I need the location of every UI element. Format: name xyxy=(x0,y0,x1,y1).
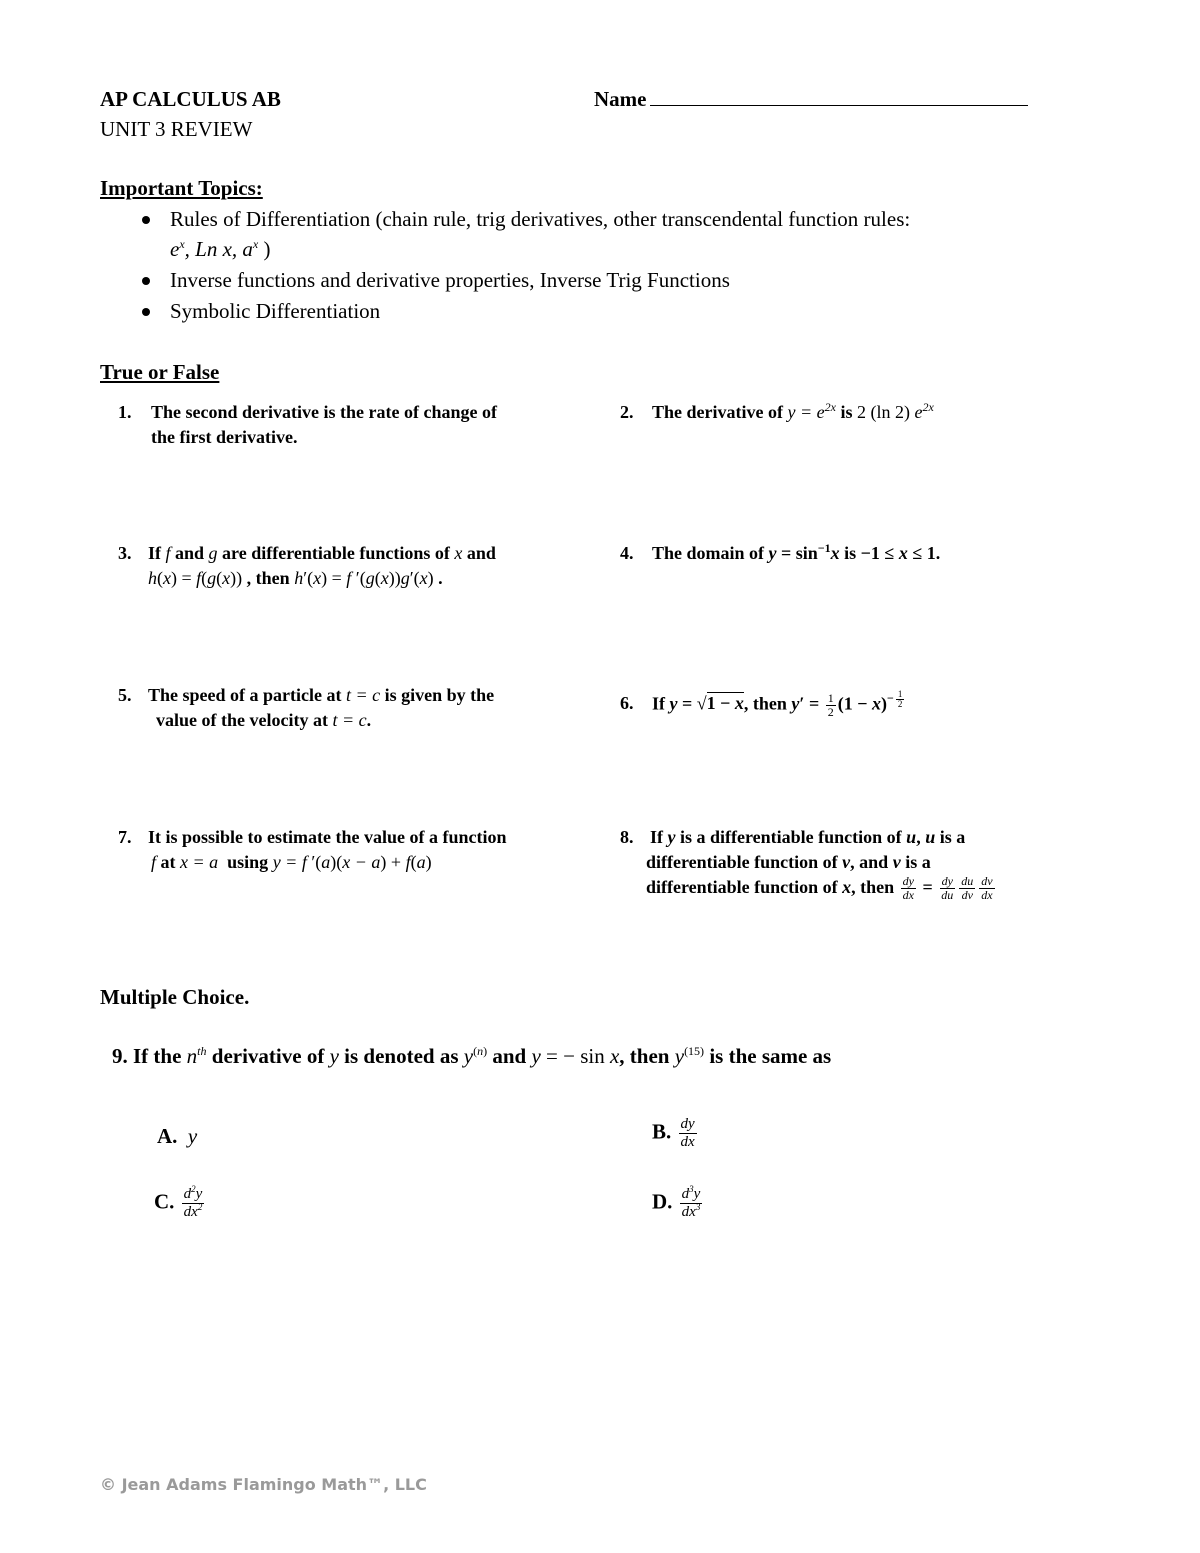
option-a[interactable]: A. y xyxy=(157,1124,198,1148)
topic-item-3: Symbolic Differentiation xyxy=(170,299,381,323)
course-title: AP CALCULUS AB xyxy=(100,87,281,111)
topic-item-2: Inverse functions and derivative properties, Inverse Trig Functions xyxy=(170,268,730,292)
topic-item-1-continued: $e^x$, Ln x, $a^x$ ) xyxy=(170,237,271,261)
name-blank-line[interactable] xyxy=(650,89,1028,106)
question-8: 8. If y is a differentiable function of u, u is a differentiable function of v, and v is a differentiable function of x, then $\frac{dy}{dx}$ = $\frac{dy}{du}$ $\frac{du}{dv}$ $\frac{dv}{dx}$ xyxy=(620,827,993,903)
topics-heading: Important Topics: xyxy=(100,176,263,200)
question-5: 5. The speed of a particle at t = c is given by the value of the velocity at t = c. xyxy=(118,685,495,730)
question-3: 3. If f and g are differentiable functions of x and h(x) = f(g(x)) , then h′(x) = f ′(g(x))g′(x) . xyxy=(118,543,496,588)
question-7: 7. It is possible to estimate the value of a function f at x = a using y = f ′(a)(x − a) + f(a) xyxy=(118,827,507,872)
name-field[interactable] xyxy=(594,87,1028,112)
question-1: 1. The second derivative is the rate of change of the first derivative. xyxy=(118,402,497,447)
unit-title: UNIT 3 REVIEW xyxy=(100,117,253,141)
bullet-icon xyxy=(142,216,150,224)
question-9: 9. If the $n^{th}$ derivative of y is denoted as $y^{(n)}$ and y = − sin x, then $y^{(15)}$ is the same as xyxy=(112,1044,832,1068)
option-c[interactable]: C. $\frac{d^2y}{dx^2}$ xyxy=(154,1184,203,1220)
multiple-choice-heading: Multiple Choice. xyxy=(100,985,250,1009)
option-d[interactable]: D. $\frac{d^3y}{dx^3}$ xyxy=(652,1184,701,1220)
question-6: 6. If y = √1 − x, then y′ = $\frac{1}{2}$ $(1 - x)^{- \frac{1}{2}}$ xyxy=(620,689,903,719)
footer-copyright: © Jean Adams Flamingo Math™, LLC xyxy=(100,1475,427,1494)
option-b[interactable]: B. $\frac{dy}{dx}$ xyxy=(652,1116,695,1150)
question-2: 2. The derivative of $y = e^{2x}$ is 2 (ln 2) $e^{2x}$ xyxy=(620,400,934,422)
question-4: 4. The domain of $y = \sin^{-1}x$ is −1 ≤ x ≤ 1. xyxy=(620,541,941,563)
true-false-heading: True or False xyxy=(100,360,220,384)
bullet-icon xyxy=(142,277,150,285)
bullet-icon xyxy=(142,308,150,316)
name-label: Name xyxy=(594,87,647,111)
topic-item-1: Rules of Differentiation (chain rule, trig derivatives, other transcendental function rules: xyxy=(170,207,911,231)
